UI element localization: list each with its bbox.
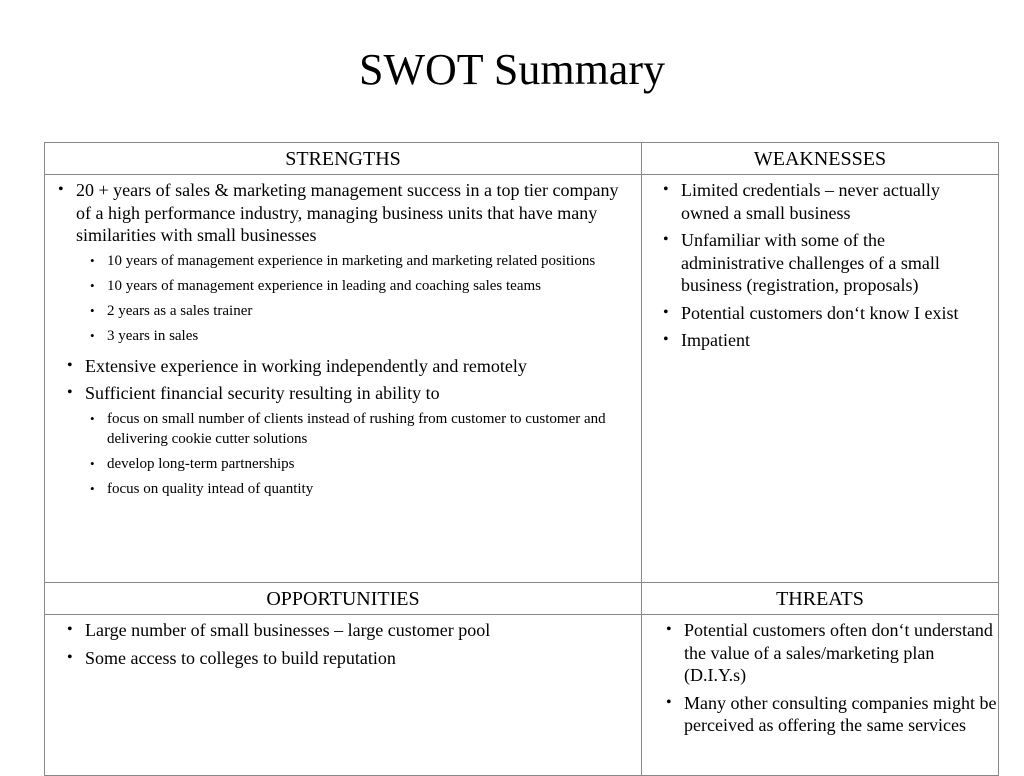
strength-subitem: • 10 years of management experience in leading and coaching sales teams xyxy=(107,276,629,296)
header-row-bottom xyxy=(45,583,999,615)
strength-sublist xyxy=(76,251,629,346)
weakness-item: • Limited credentials – never actually owned a small business xyxy=(681,179,988,224)
slide-title: SWOT Summary xyxy=(359,45,665,94)
weakness-item: • Potential customers don‘t know I exist xyxy=(681,302,988,325)
strengths-list-secondary xyxy=(45,351,641,499)
strength-subitem: • focus on quality intead of quantity xyxy=(107,479,631,499)
threat-item: • Potential customers often don‘t understand the value of a sales/marketing plan (D.I.Y.s) xyxy=(684,619,998,687)
swot-table xyxy=(44,142,999,776)
weaknesses-header: WEAKNESSES xyxy=(642,143,999,175)
strength-item-text: 20 + years of sales & marketing management success in a top tier company of a high performance industry, managing business units that have many similarities with small businesses xyxy=(76,180,619,245)
strengths-list-main xyxy=(45,175,641,346)
threats-header: THREATS xyxy=(642,583,999,615)
threats-list xyxy=(642,615,998,737)
opportunity-item: • Large number of small businesses – large customer pool xyxy=(85,619,631,642)
content-row-bottom xyxy=(45,615,999,776)
strength-subitem: • develop long-term partnerships xyxy=(107,454,631,474)
strength-sublist xyxy=(85,409,631,499)
content-row-top xyxy=(45,175,999,583)
opportunities-header: OPPORTUNITIES xyxy=(45,583,642,615)
threat-item: • Many other consulting companies might be perceived as offering the same services xyxy=(684,692,998,737)
opportunity-item: • Some access to colleges to build reputation xyxy=(85,647,631,670)
strength-subitem: • 10 years of management experience in marketing and marketing related positions xyxy=(107,251,629,271)
strength-item xyxy=(76,179,629,346)
weaknesses-cell xyxy=(642,175,999,583)
weaknesses-list xyxy=(642,175,998,352)
strength-item xyxy=(85,382,631,499)
weakness-item: • Unfamiliar with some of the administrative challenges of a small business (registration, proposals) xyxy=(681,229,988,297)
strength-subitem: • 3 years in sales xyxy=(107,326,629,346)
strength-item xyxy=(85,355,631,378)
header-row-top xyxy=(45,143,999,175)
weakness-item: • Impatient xyxy=(681,329,988,352)
threats-cell xyxy=(642,615,999,776)
strengths-cell xyxy=(45,175,642,583)
strength-item-text: Extensive experience in working independently and remotely xyxy=(85,355,527,376)
strengths-header: STRENGTHS xyxy=(45,143,642,175)
strength-subitem: • focus on small number of clients instead of rushing from customer to customer and delivering cookie cutter solutions xyxy=(107,409,631,449)
opportunities-cell xyxy=(45,615,642,776)
strength-item-text: Sufficient financial security resulting in ability to xyxy=(85,383,440,403)
opportunities-list xyxy=(45,615,641,669)
strength-subitem: • 2 years as a sales trainer xyxy=(107,301,629,321)
